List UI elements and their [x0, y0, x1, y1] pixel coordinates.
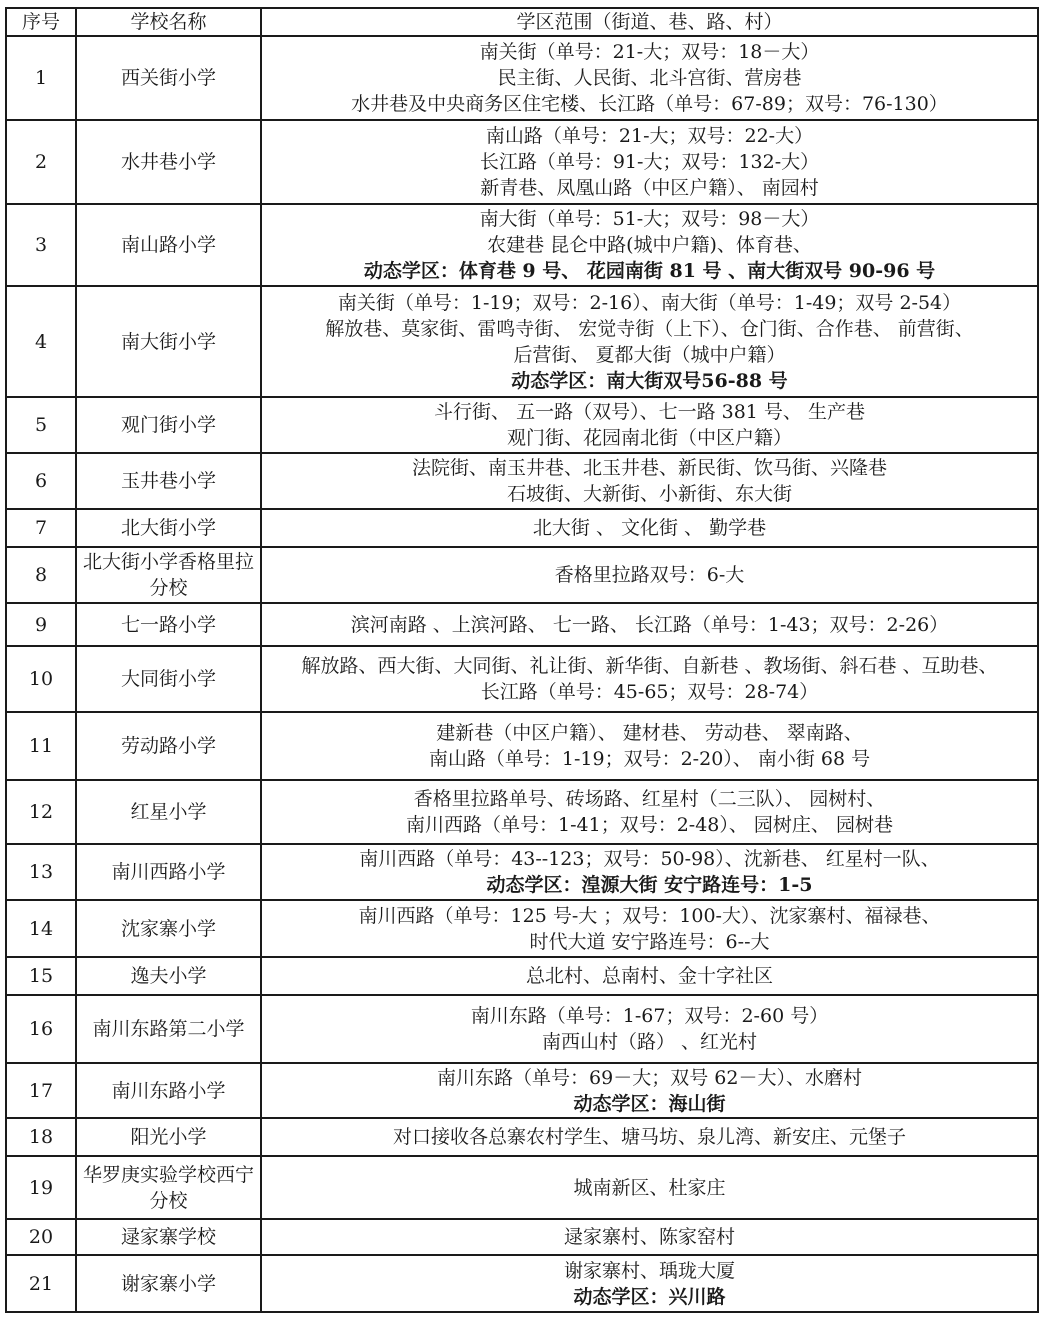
school-name: 南大街小学: [76, 286, 261, 397]
table-body: [6, 36, 1038, 1312]
school-name: 劳动路小学: [76, 712, 261, 780]
table-row: [6, 646, 1038, 712]
table-row: [6, 780, 1038, 844]
district-range: [261, 995, 1038, 1063]
district-line: 谢家寨村、瑀珑大厦: [563, 1259, 735, 1282]
row-number: 18: [6, 1118, 76, 1156]
district-line: 解放巷、莫家街、雷鸣寺街、 宏觉寺街（上下）、仓门街、合作巷、 前营街、: [325, 317, 974, 340]
table-row: [6, 900, 1038, 957]
district-range: [261, 1255, 1038, 1312]
district-line: 北大街 、 文化街 、 勤学巷: [532, 517, 767, 539]
school-name: 北大街小学: [76, 509, 261, 547]
row-number: 9: [6, 603, 76, 646]
district-range: [261, 1219, 1038, 1255]
district-range: [261, 900, 1038, 957]
district-line: 南川东路（单号：1-67；双号：2-60 号）: [470, 1005, 829, 1027]
school-name: 南川东路小学: [76, 1063, 261, 1118]
district-line: 逯家寨村、陈家窑村: [563, 1226, 735, 1248]
school-name: 七一路小学: [76, 603, 261, 646]
district-line: 对口接收各总寨农村学生、塘马坊、泉儿湾、新安庄、元堡子: [392, 1126, 906, 1148]
row-number: 13: [6, 844, 76, 900]
row-number: 10: [6, 646, 76, 712]
row-number: 1: [6, 36, 76, 120]
district-line: 斗行街、 五一路（双号）、七一路 381 号、 生产巷: [434, 401, 865, 423]
row-number: 4: [6, 286, 76, 397]
row-number: 5: [6, 397, 76, 453]
table-row: [6, 1063, 1038, 1118]
school-name: 水井巷小学: [76, 120, 261, 204]
school-name: 玉井巷小学: [76, 453, 261, 509]
district-line: 时代大道 安宁路连号：6--大: [529, 930, 770, 953]
district-range: [261, 453, 1038, 509]
school-name: 西关街小学: [76, 36, 261, 120]
dynamic-district-line: 动态学区：兴川路: [573, 1285, 726, 1308]
district-line: 香格里拉路双号：6-大: [554, 564, 745, 586]
school-district-table: [5, 7, 1039, 1313]
school-name: 逸夫小学: [76, 957, 261, 995]
table-row: [6, 286, 1038, 397]
school-name: 谢家寨小学: [76, 1255, 261, 1312]
dynamic-district-line: 动态学区：湟源大街 安宁路连号：1-5: [486, 874, 813, 896]
table-row: [6, 120, 1038, 204]
dynamic-district-line: 动态学区：海山街: [573, 1092, 726, 1115]
school-name: 红星小学: [76, 780, 261, 844]
table-row: [6, 1156, 1038, 1219]
district-line: 观门街、花园南北街（中区户籍）: [506, 427, 792, 449]
dynamic-district-line: 动态学区：体育巷 9 号、 花园南街 81 号 、南大街双号 90-96 号: [363, 260, 936, 282]
school-name: 观门街小学: [76, 397, 261, 453]
district-line: 南川西路（单号：43--123；双号：50-98）、沈新巷、 红星村一队、: [359, 848, 940, 870]
district-range: [261, 120, 1038, 204]
row-number: 3: [6, 204, 76, 286]
district-line: 解放路、西大街、大同街、礼让街、新华街、自新巷 、教场街、斜石巷 、互助巷、: [301, 655, 998, 677]
school-name: 北大街小学香格里拉分校: [76, 547, 261, 603]
table-row: [6, 453, 1038, 509]
district-line: 南关街（单号：21-大；双号：18－大）: [479, 41, 820, 63]
district-line: 滨河南路 、上滨河路、 七一路、 长江路（单号：1-43；双号：2-26）: [350, 613, 949, 636]
school-district-table-wrapper: [5, 7, 1039, 1313]
district-line: 长江路（单号：91-大；双号：132-大）: [479, 151, 820, 173]
row-number: 11: [6, 712, 76, 780]
row-number: 21: [6, 1255, 76, 1312]
district-line: 香格里拉路单号、砖场路、红星村（二三队）、 园树村、: [413, 788, 886, 810]
table-row: [6, 1219, 1038, 1255]
district-line: 南西山村（路） 、红光村: [541, 1031, 758, 1053]
table-row: [6, 844, 1038, 900]
district-range: [261, 1063, 1038, 1118]
header-school-name: 学校名称: [76, 8, 261, 36]
district-line: 新青巷、凤凰山路（中区户籍）、 南园村: [480, 177, 819, 199]
row-number: 16: [6, 995, 76, 1063]
district-range: [261, 1156, 1038, 1219]
district-line: 农建巷 昆仑中路(城中户籍)、体育巷、: [487, 234, 812, 256]
table-row: [6, 1118, 1038, 1156]
district-range: [261, 509, 1038, 547]
district-line: 建新巷（中区户籍）、 建材巷、 劳动巷、 翠南路、: [436, 722, 863, 744]
district-line: 南山路（单号：1-19；双号：2-20）、 南小街 68 号: [428, 748, 871, 770]
district-range: [261, 204, 1038, 286]
school-name: 华罗庚实验学校西宁分校: [76, 1156, 261, 1219]
row-number: 7: [6, 509, 76, 547]
table-row: [6, 957, 1038, 995]
header-no: 序号: [6, 8, 76, 36]
district-range: [261, 603, 1038, 646]
table-row: [6, 603, 1038, 646]
district-range: [261, 780, 1038, 844]
table-row: [6, 36, 1038, 120]
district-line: 总北村、总南村、金十字社区: [525, 965, 773, 987]
school-name: 南川东路第二小学: [76, 995, 261, 1063]
school-name: 阳光小学: [76, 1118, 261, 1156]
district-range: [261, 957, 1038, 995]
district-range: [261, 844, 1038, 900]
district-line: 南关街（单号：1-19；双号：2-16）、南大街（单号：1-49；双号 2-54）: [337, 291, 962, 314]
district-line: 水井巷及中央商务区住宅楼、长江路（单号：67-89；双号：76-130）: [351, 93, 948, 115]
district-line: 法院街、南玉井巷、北玉井巷、新民街、饮马街、兴隆巷: [411, 457, 887, 479]
dynamic-district-line: 动态学区：南大街双号56-88 号: [511, 369, 788, 392]
row-number: 6: [6, 453, 76, 509]
school-name: 大同街小学: [76, 646, 261, 712]
table-row: [6, 995, 1038, 1063]
district-line: 南大街（单号：51-大；双号：98－大）: [479, 208, 820, 230]
district-range: [261, 36, 1038, 120]
district-range: [261, 712, 1038, 780]
district-range: [261, 646, 1038, 712]
district-line: 后营街、 夏都大街（城中户籍）: [513, 343, 786, 366]
district-line: 南川西路（单号：1-41；双号：2-48）、 园树庄、 园树巷: [406, 814, 893, 836]
district-range: [261, 286, 1038, 397]
row-number: 15: [6, 957, 76, 995]
table-row: [6, 547, 1038, 603]
row-number: 14: [6, 900, 76, 957]
school-name: 南山路小学: [76, 204, 261, 286]
row-number: 19: [6, 1156, 76, 1219]
table-row: [6, 1255, 1038, 1312]
district-line: 民主街、人民街、北斗宫街、营房巷: [497, 67, 802, 89]
district-line: 长江路（单号：45-65；双号：28-74）: [480, 681, 819, 703]
district-range: [261, 1118, 1038, 1156]
district-line: 南山路（单号：21-大；双号：22-大）: [485, 125, 814, 147]
header-row: [6, 8, 1038, 36]
table-row: [6, 397, 1038, 453]
table-row: [6, 509, 1038, 547]
header-district-range: 学区范围（街道、巷、路、村）: [261, 8, 1038, 36]
row-number: 17: [6, 1063, 76, 1118]
school-name: 逯家寨学校: [76, 1219, 261, 1255]
row-number: 12: [6, 780, 76, 844]
row-number: 2: [6, 120, 76, 204]
table-row: [6, 204, 1038, 286]
school-name: 南川西路小学: [76, 844, 261, 900]
school-name: 沈家寨小学: [76, 900, 261, 957]
district-line: 南川西路（单号：125 号-大 ；双号：100-大）、沈家寨村、福禄巷、: [358, 904, 941, 927]
district-line: 石坡街、大新街、小新街、东大街: [506, 483, 792, 505]
district-line: 南川东路（单号：69－大；双号 62－大）、水磨村: [437, 1066, 862, 1089]
district-range: [261, 547, 1038, 603]
district-range: [261, 397, 1038, 453]
row-number: 8: [6, 547, 76, 603]
row-number: 20: [6, 1219, 76, 1255]
table-row: [6, 712, 1038, 780]
district-line: 城南新区、杜家庄: [573, 1176, 726, 1199]
